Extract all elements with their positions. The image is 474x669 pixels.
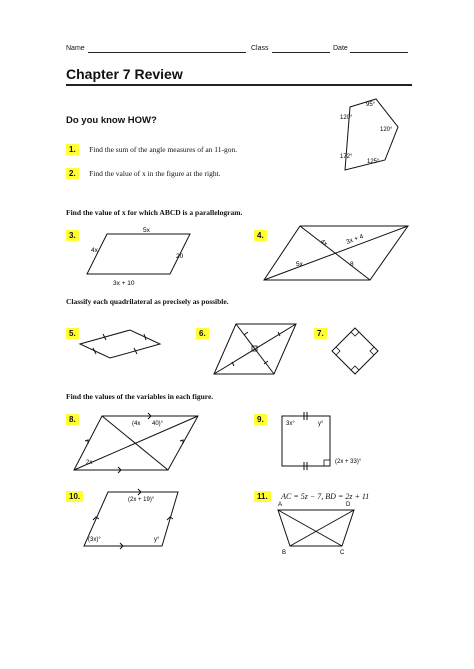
question-11-diagonal-bd <box>290 510 354 546</box>
question-10-number: 10. <box>66 491 83 502</box>
question-4-label-4x: 4x <box>318 238 329 248</box>
question-8-arrow-left <box>85 440 88 444</box>
pentagon-angle-95: 95° <box>366 102 376 108</box>
pentagon-angle-120-left: 120° <box>340 115 353 121</box>
question-10-figure <box>82 488 182 552</box>
name-label: Name <box>66 45 85 52</box>
question-11-vertex-c: C <box>340 550 345 556</box>
question-6-diagonal-2 <box>214 324 296 374</box>
question-9-label-3x: 3x° <box>286 421 295 427</box>
question-9-figure <box>278 412 398 474</box>
question-7-right-angle-right <box>370 347 374 355</box>
question-3-label-right: 20 <box>176 253 184 260</box>
question-8-number: 8. <box>66 414 79 425</box>
question-11-number: 11. <box>254 491 271 502</box>
pentagon-angle-120-right: 120° <box>380 127 393 133</box>
section-classify-heading: Classify each quadrilateral as precisely as possible. <box>66 297 229 306</box>
question-9-number: 9. <box>254 414 267 425</box>
question-11-trapezoid <box>278 510 354 546</box>
question-7-right-angle-bottom <box>351 366 359 370</box>
question-2-text: Find the value of x in the figure at the right. <box>89 169 221 178</box>
question-11-vertex-a: A <box>278 502 283 508</box>
question-1-number: 1. <box>66 144 79 155</box>
question-3-label-bottom: 3x + 10 <box>113 280 135 287</box>
section-parallelogram-heading: Find the value of x for which ABCD is a parallelogram. <box>66 208 243 217</box>
question-3-number-wrap <box>66 225 79 243</box>
question-7-number-wrap <box>314 323 327 341</box>
question-2 <box>66 163 221 181</box>
question-7-number: 7. <box>314 328 327 339</box>
question-4-label-5x: 5x <box>296 261 303 268</box>
question-1-text: Find the sum of the angle measures of an 11-gon. <box>89 145 238 154</box>
question-8-arrow-right <box>180 440 183 444</box>
question-9-right-angle <box>324 460 330 466</box>
page-title: Chapter 7 Review <box>66 66 183 82</box>
question-11-vertex-d: D <box>346 502 351 508</box>
question-6-number-wrap <box>196 323 209 341</box>
class-line <box>272 52 330 53</box>
question-2-number: 2. <box>66 168 79 179</box>
question-7-figure <box>330 326 382 378</box>
question-6-tick-1 <box>244 332 248 335</box>
question-4-diagonal-2 <box>264 226 408 280</box>
question-10-label-2x19: (2x + 19)° <box>128 497 155 503</box>
section-how-heading: Do you know HOW? <box>66 115 157 126</box>
question-6-figure <box>210 322 302 378</box>
question-5-figure <box>78 328 168 362</box>
question-4-label-3x4: 3x + 4 <box>345 233 365 246</box>
question-7-square <box>332 328 378 374</box>
question-8-figure <box>72 412 202 474</box>
question-5-rhombus <box>80 330 160 358</box>
question-9-label-2x33: (2x + 33)° <box>335 459 362 465</box>
question-3-number: 3. <box>66 230 79 241</box>
question-11-diagonal-ac <box>278 510 342 546</box>
date-label: Date <box>333 45 348 52</box>
class-label: Class <box>251 45 269 52</box>
name-line <box>88 52 246 53</box>
pentagon-angle-172: 172° <box>340 154 353 160</box>
question-9-label-y: y° <box>318 421 324 427</box>
question-3-label-left: 4x <box>91 247 98 254</box>
question-3-parallelogram <box>87 234 190 274</box>
question-5-number: 5. <box>66 328 79 339</box>
question-4-number: 4. <box>254 230 267 241</box>
question-11-figure <box>274 498 364 556</box>
question-6-number: 6. <box>196 328 209 339</box>
question-3-label-top: 5x <box>143 227 150 234</box>
question-8-label-2x: 2x <box>86 460 93 466</box>
question-8-label-4x: (4x <box>132 421 141 427</box>
question-11-vertex-b: B <box>282 550 287 556</box>
question-5-number-wrap <box>66 323 79 341</box>
question-4-figure <box>262 224 412 284</box>
date-line <box>350 52 408 53</box>
question-10-label-3x: (3x)° <box>88 537 101 543</box>
section-variables-heading: Find the values of the variables in each figure. <box>66 392 214 401</box>
question-10-label-y: y° <box>154 537 160 543</box>
question-9-number-wrap <box>254 409 267 427</box>
question-7-right-angle-top <box>351 332 359 336</box>
question-4-label-8: 8 <box>350 261 354 268</box>
question-11-equation: AC = 5z − 7, BD = 2z + 11 <box>281 492 370 501</box>
question-1 <box>66 139 237 157</box>
question-8-label-40: 40)° <box>152 421 164 427</box>
question-10-number-wrap <box>66 486 83 504</box>
pentagon-figure <box>320 95 420 185</box>
pentagon-angle-125: 125° <box>367 159 380 165</box>
question-7-right-angle-left <box>336 347 340 355</box>
title-rule <box>66 84 412 86</box>
question-3-figure <box>85 228 195 290</box>
